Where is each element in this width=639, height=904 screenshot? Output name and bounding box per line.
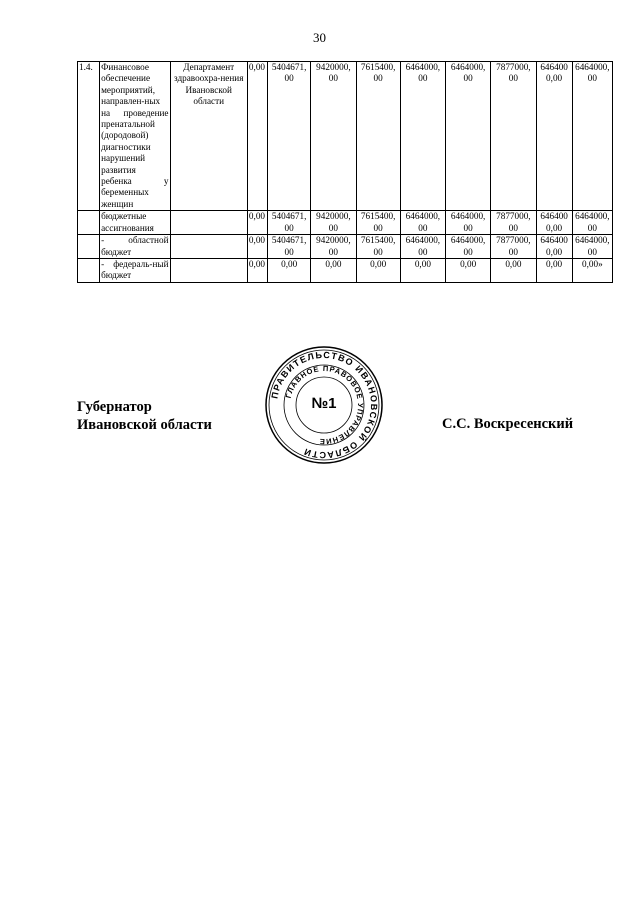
- amount-cell: 7877000, 00: [491, 235, 536, 259]
- amount-cell: 0,00: [247, 62, 267, 211]
- official-seal: [264, 345, 384, 465]
- table-row: [78, 211, 613, 235]
- amount-cell: 6464000, 00: [400, 235, 445, 259]
- amount-cell: 7615400, 00: [356, 235, 400, 259]
- amount-cell: 646400 0,00: [536, 235, 572, 259]
- amount-cell: 7615400, 00: [356, 62, 400, 211]
- amount-cell: 5404671, 00: [268, 235, 311, 259]
- amount-cell: 646400 0,00: [536, 62, 572, 211]
- amount-cell: 0,00: [446, 258, 491, 282]
- amount-cell: 5404671, 00: [268, 211, 311, 235]
- amount-cell: 9420000, 00: [311, 235, 356, 259]
- amount-cell: 0,00: [491, 258, 536, 282]
- amount-cell: 9420000, 00: [311, 62, 356, 211]
- row-executor-cell: [170, 211, 247, 235]
- amount-cell: 6464000, 00: [400, 62, 445, 211]
- amount-cell: 0,00: [268, 258, 311, 282]
- amount-cell: 0,00: [356, 258, 400, 282]
- amount-cell: 7615400, 00: [356, 211, 400, 235]
- page-number: 30: [313, 30, 326, 45]
- amount-cell: 0,00: [247, 211, 267, 235]
- amount-cell: 0,00: [400, 258, 445, 282]
- table-row: [78, 235, 613, 259]
- amount-cell: 0,00: [247, 258, 267, 282]
- row-number-cell: [78, 235, 100, 259]
- row-number-cell: [78, 258, 100, 282]
- amount-cell: 9420000, 00: [311, 211, 356, 235]
- amount-cell: 0,00: [311, 258, 356, 282]
- row-executor-cell: [170, 235, 247, 259]
- row-name-cell: бюджетные ассигнования: [100, 211, 170, 235]
- budget-table-body: [78, 62, 613, 283]
- budget-table: [77, 61, 613, 283]
- seal-inner-text: ГЛАВНОЕ ПРАВОВОЕ УПРАВЛЕНИЕ: [283, 363, 366, 447]
- row-name-cell: - областной бюджет: [101, 235, 169, 257]
- row-number-cell: [78, 211, 100, 235]
- amount-cell: 6464000, 00: [400, 211, 445, 235]
- amount-cell: 7877000, 00: [491, 211, 536, 235]
- amount-cell: 6464000, 00: [446, 62, 491, 211]
- row-executor-cell: Департамент здравоохра-нения Ивановской области: [170, 62, 247, 211]
- seal-outer-text: ПРАВИТЕЛЬСТВО ИВАНОВСКОЙ ОБЛАСТИ: [269, 349, 380, 461]
- signature-position: [77, 398, 212, 434]
- row-name-cell: - федераль-ный бюджет: [101, 258, 169, 281]
- amount-cell: 0,00: [536, 258, 572, 282]
- row-executor-cell: [170, 258, 247, 282]
- amount-cell: 646400 0,00: [536, 211, 572, 235]
- amount-cell: 5404671, 00: [268, 62, 311, 211]
- row-number-cell: 1.4.: [78, 62, 100, 211]
- table-row: [78, 62, 613, 211]
- amount-cell: 6464000, 00: [572, 235, 612, 259]
- amount-cell: 6464000, 00: [446, 235, 491, 259]
- signature-position-title: Губернатор: [77, 399, 152, 415]
- table-row: [78, 258, 613, 282]
- signature-name: С.С. Воскресенский: [442, 416, 574, 432]
- amount-cell: 0,00: [247, 235, 267, 259]
- signature-position-region: Ивановской области: [77, 417, 212, 433]
- amount-cell: 6464000, 00: [572, 62, 612, 211]
- seal-number: №1: [311, 395, 337, 412]
- row-name-cell: Финансовое обеспечение мероприятий, направлен-ных на проведение пренатальной (дородовой) диагностики нарушений развития ребенка у беременных женщин: [101, 62, 169, 209]
- amount-cell: 7877000, 00: [491, 62, 536, 211]
- amount-cell: 0,00»: [572, 258, 612, 282]
- amount-cell: 6464000, 00: [572, 211, 612, 235]
- amount-cell: 6464000, 00: [446, 211, 491, 235]
